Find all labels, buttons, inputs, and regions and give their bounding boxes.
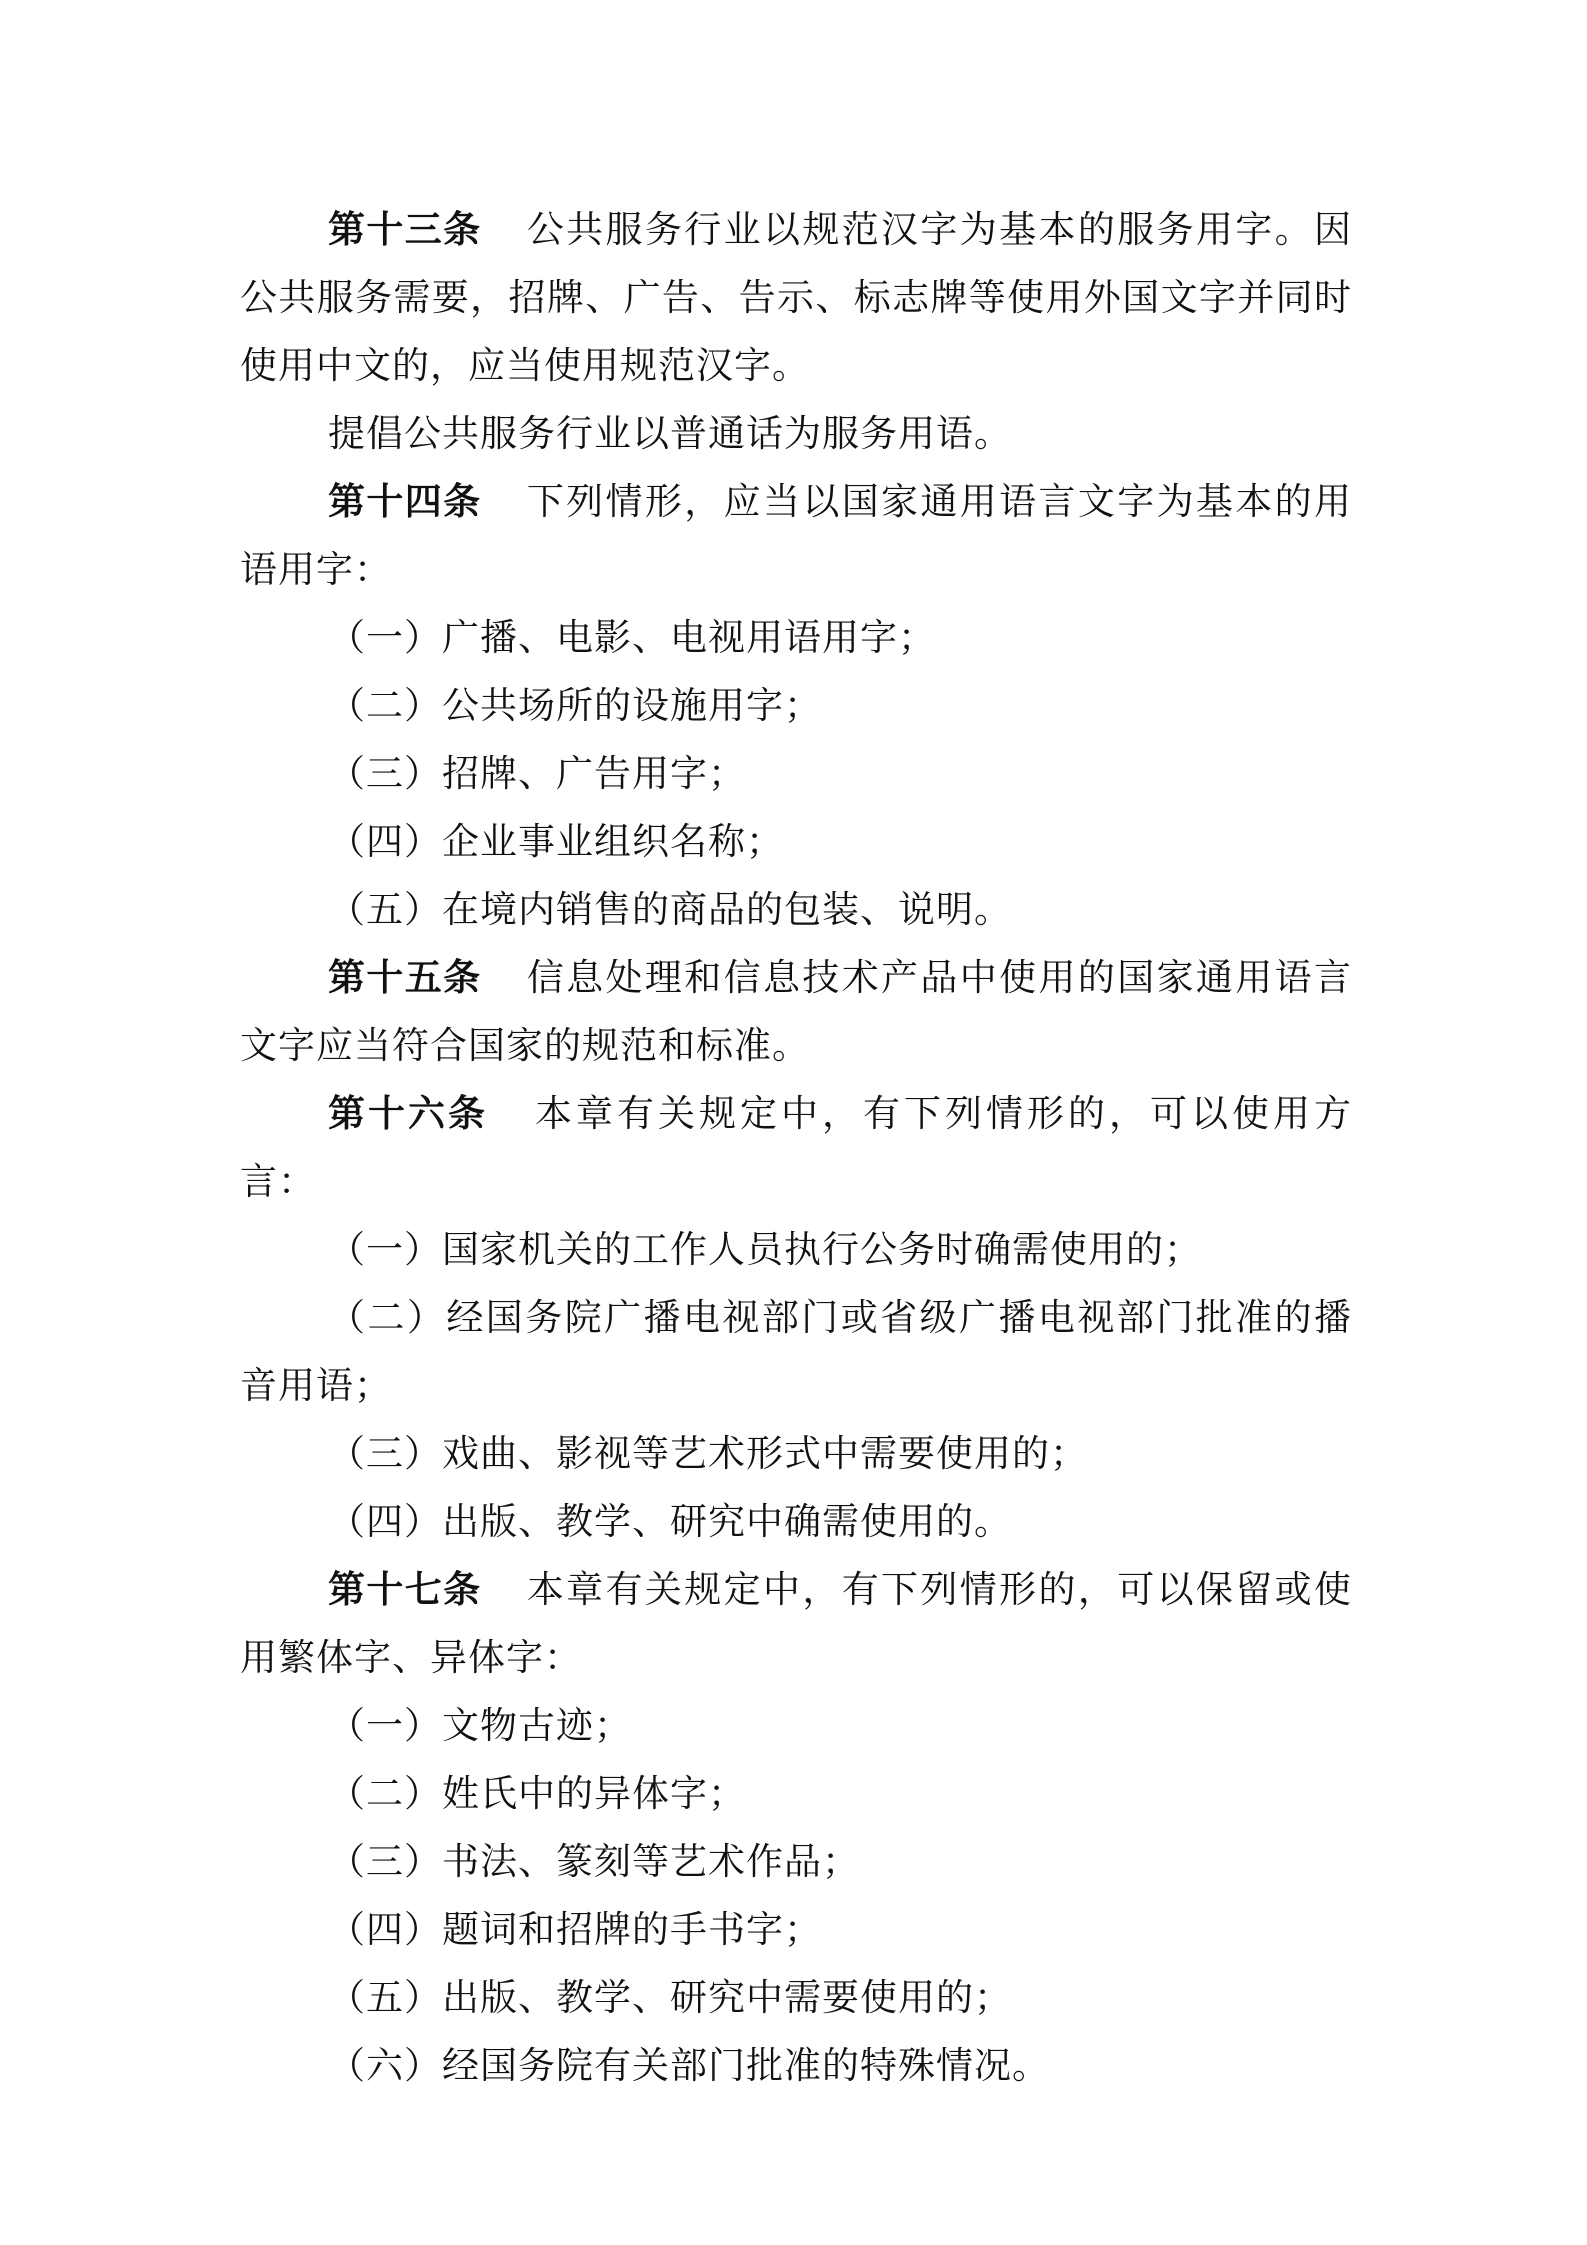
article-text: 本章有关规定中，有下列情形的，可以保留或使用繁体字、异体字： bbox=[240, 1568, 1353, 1679]
list-item: （三）戏曲、影视等艺术形式中需要使用的； bbox=[328, 1432, 1088, 1475]
article-text: 信息处理和信息技术产品中使用的国家通用语言文字应当符合国家的规范和标准。 bbox=[240, 956, 1353, 1067]
article-13 bbox=[240, 196, 1352, 400]
list-item: （四）出版、教学、研究中确需使用的。 bbox=[328, 1500, 1012, 1543]
list-item: （一）国家机关的工作人员执行公务时确需使用的； bbox=[328, 1228, 1202, 1271]
article-14 bbox=[240, 468, 1352, 604]
list-item: （四）企业事业组织名称； bbox=[328, 820, 784, 863]
document-body bbox=[240, 196, 1352, 2100]
article-label: 第十三条 bbox=[328, 208, 482, 251]
list-item: （二）公共场所的设施用字； bbox=[328, 684, 822, 727]
article-13-paragraph: 提倡公共服务行业以普通话为服务用语。 bbox=[328, 412, 1012, 455]
article-label: 第十六条 bbox=[328, 1092, 488, 1135]
article-16 bbox=[240, 1080, 1352, 1216]
list-item: （三）招牌、广告用字； bbox=[328, 752, 746, 795]
list-item: （一）文物古迹； bbox=[328, 1704, 632, 1747]
article-label: 第十四条 bbox=[328, 480, 482, 523]
list-item: （三）书法、篆刻等艺术作品； bbox=[328, 1840, 860, 1883]
article-label: 第十五条 bbox=[328, 956, 482, 999]
article-17 bbox=[240, 1556, 1352, 1692]
list-item: （五）在境内销售的商品的包装、说明。 bbox=[328, 888, 1012, 931]
list-item: （二）经国务院广播电视部门或省级广播电视部门批准的播音用语； bbox=[240, 1296, 1352, 1407]
list-item: （五）出版、教学、研究中需要使用的； bbox=[328, 1976, 1012, 2019]
article-label: 第十七条 bbox=[328, 1568, 482, 1611]
article-text: 公共服务行业以规范汉字为基本的服务用字。因公共服务需要，招牌、广告、告示、标志牌等使用外国文字并同时使用中文的，应当使用规范汉字。 bbox=[240, 208, 1353, 387]
list-item: （二）姓氏中的异体字； bbox=[328, 1772, 746, 1815]
list-item: （一）广播、电影、电视用语用字； bbox=[328, 616, 936, 659]
article-text: 下列情形，应当以国家通用语言文字为基本的用语用字： bbox=[240, 480, 1353, 591]
article-text: 本章有关规定中，有下列情形的，可以使用方言： bbox=[240, 1092, 1352, 1203]
article-15 bbox=[240, 944, 1352, 1080]
list-item: （四）题词和招牌的手书字； bbox=[328, 1908, 822, 1951]
list-item: （六）经国务院有关部门批准的特殊情况。 bbox=[328, 2044, 1050, 2087]
